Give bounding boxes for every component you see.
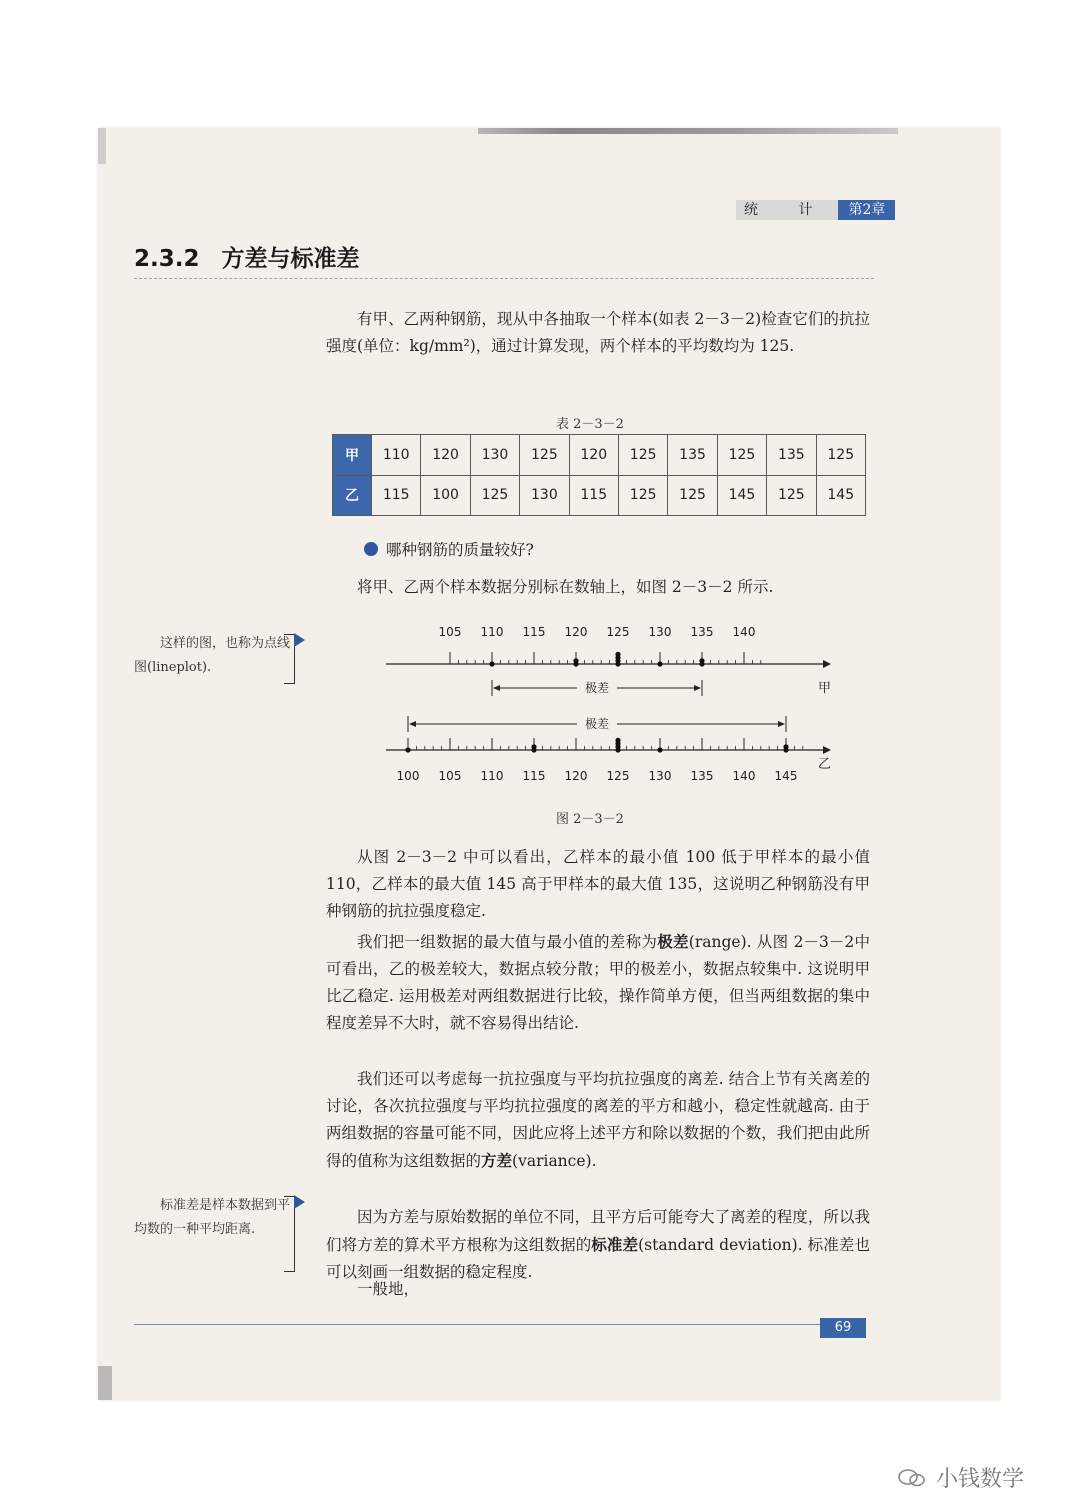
term-range: 极差 [657,932,689,951]
top-tick-label: 120 [564,625,588,639]
chapter-header [736,200,895,220]
series-a-data-point [657,661,662,666]
table-cell: 125 [816,435,865,476]
table-cell: 125 [767,475,816,516]
scan-edge-top [478,128,898,134]
table-cell: 120 [569,435,618,476]
question-heading [364,538,534,560]
table-cell: 145 [717,475,766,516]
series-a-range-arrow [694,685,701,691]
table-cell: 145 [816,475,865,516]
row-label: 甲 [333,435,372,476]
term-std-dev: 标准差 [591,1235,639,1254]
bottom-tick-label: 100 [396,769,420,783]
intro-paragraph: 有甲、乙两种钢筋，现从中各抽取一个样本(如表 2－3－2)检查它们的抗拉强度(单位：kg/mm²)，通过计算发现，两个样本的平均数均为 125. [326,310,870,355]
margin-note-lineplot: 这样的图，也称为点线图(lineplot). [134,636,291,675]
series-a-label: 甲 [818,681,832,696]
top-tick-label: 110 [480,625,504,639]
flag-icon [294,1195,305,1209]
paragraph-1: 从图 2－3－2 中可以看出，乙样本的最小值 100 低于甲样本的最小值 110，乙样本的最大值 145 高于甲样本的最大值 135，这说明乙种钢筋没有甲种钢筋的抗拉强度稳定. [326,848,870,920]
section-heading [134,240,360,273]
table-cell: 115 [569,475,618,516]
series-a-data-point [573,658,578,663]
chapter-title: 统 计 [736,200,838,220]
table-caption: 表 2－3－2 [556,417,624,432]
series-a-range-label: 极差 [584,681,610,695]
paragraph-4 [326,1204,870,1286]
paragraph-3 [326,1066,870,1175]
page-number: 69 [820,1318,866,1338]
top-tick-label: 140 [732,625,756,639]
table-cell: 125 [717,435,766,476]
table-row [333,435,866,476]
series-b-data-point [615,738,620,743]
bottom-tick-label: 120 [564,769,588,783]
footer-rule [134,1324,820,1325]
scan-edge-bottom-left [98,1366,112,1400]
scan-edge-left [98,128,106,164]
lineplot-figure [368,618,858,798]
paragraph-3-end: (variance). [512,1152,597,1170]
table-cell: 120 [421,435,470,476]
table-cell: 130 [470,435,519,476]
series-b-data-point [783,744,788,749]
paragraph-2-start: 我们把一组数据的最大值与最小值的差称为 [357,933,658,951]
top-tick-label: 105 [438,625,462,639]
figure-intro: 将甲、乙两个样本数据分别标在数轴上，如图 2－3－2 所示. [357,578,774,596]
top-tick-label: 115 [522,625,546,639]
textbook-page [98,128,1000,1400]
flag-icon [294,633,305,647]
question-text: 哪种钢筋的质量较好? [386,541,534,559]
row-label: 乙 [333,475,372,516]
bottom-tick-label: 135 [690,769,714,783]
table-cell: 125 [470,475,519,516]
section-number: 2.3.2 [134,246,200,272]
top-tick-label: 135 [690,625,714,639]
paragraph-5: 一般地， [357,1280,420,1298]
bullet-icon [364,542,378,556]
data-table [332,434,866,516]
figure-caption: 图 2－3－2 [556,812,624,827]
chapter-number: 第2章 [838,200,895,220]
paragraph-3-start: 我们还可以考虑每一抗拉强度与平均抗拉强度的离差. 结合上节有关离差的讨论，各次抗拉强度与平均抗拉强度的离差的平方和越小，稳定性就越高. 由于两组数据的容量可能不同，因此应将上述平方和除以数据的个数，我们把由此所得的值称为这组数据的 [326,1070,870,1170]
table-cell: 110 [372,435,421,476]
table-cell: 100 [421,475,470,516]
table-cell: 125 [520,435,569,476]
bottom-tick-label: 130 [648,769,672,783]
series-b-range-label: 极差 [584,717,610,731]
lineplot-top [386,625,831,696]
table-cell: 135 [767,435,816,476]
table-cell: 130 [520,475,569,516]
bottom-tick-label: 105 [438,769,462,783]
series-b-data-point [531,744,536,749]
term-variance: 方差 [481,1151,513,1170]
table-cell: 115 [372,475,421,516]
series-a-data-point [699,658,704,663]
paragraph-2-end: (range). 从图 2－3－2中可看出，乙的极差较大，数据点较分散；甲的极差小，数据点较集中. 这说明甲比乙稳定. 运用极差对两组数据进行比较，操作简单方便，但当两组数据的集中程度差异不大时，就不容易得出结论. [326,933,870,1032]
bottom-axis-arrow [823,746,831,754]
bottom-tick-label: 145 [774,769,798,783]
table-row [333,475,866,516]
series-b-range-arrow [778,721,785,727]
lineplot-bottom [386,716,831,783]
paragraph-4-start: 因为方差与原始数据的单位不同，且平方后可能夸大了离差的程度，所以我们将方差的算术平方根称为这组数据的 [326,1208,870,1254]
wechat-icon [898,1468,926,1488]
series-b-range-arrow [409,721,416,727]
top-axis-arrow [823,660,831,668]
series-b-data-point [405,747,410,752]
bottom-tick-label: 125 [606,769,630,783]
watermark-text: 小钱数学 [936,1467,1025,1492]
series-a-range-arrow [493,685,500,691]
table-cell: 135 [668,435,717,476]
table-cell: 125 [618,435,667,476]
bottom-tick-label: 110 [480,769,504,783]
table-cell: 125 [668,475,717,516]
paragraph-4-end: (standard deviation). 标准差也可以刻画一组数据的稳定程度. [326,1236,870,1281]
series-a-data-point [615,652,620,657]
top-tick-label: 125 [606,625,630,639]
series-a-data-point [489,661,494,666]
watermark [898,1462,1024,1493]
section-title: 方差与标准差 [221,246,360,272]
margin-note-stddev: 标准差是样本数据到平均数的一种平均距离. [134,1198,291,1237]
series-b-label: 乙 [818,757,832,772]
title-divider [134,278,874,279]
table-cell: 125 [618,475,667,516]
bottom-tick-label: 140 [732,769,756,783]
paragraph-2 [326,928,870,1037]
series-b-data-point [657,747,662,752]
bottom-tick-label: 115 [522,769,546,783]
top-tick-label: 130 [648,625,672,639]
